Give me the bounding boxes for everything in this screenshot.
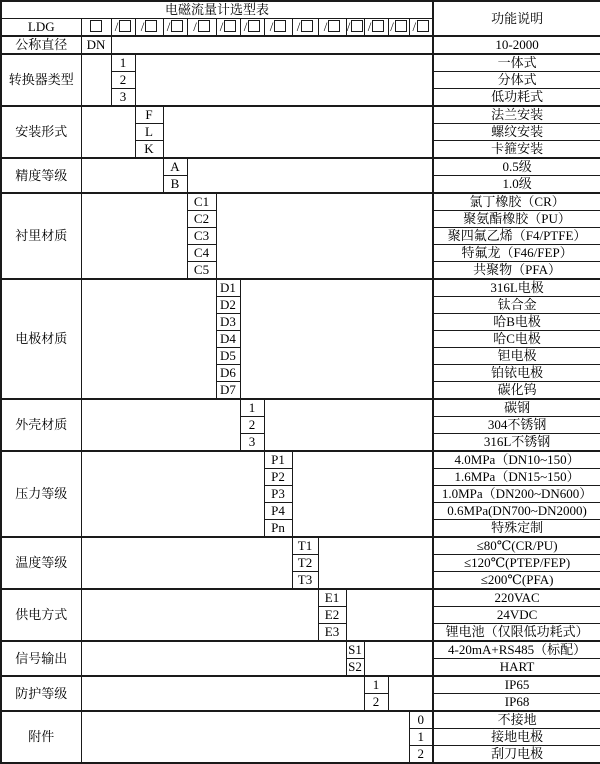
checkbox-placeholder-icon [119, 20, 131, 32]
category-label: 防护等级 [1, 676, 81, 711]
function-cell: IP68 [433, 694, 600, 712]
code-cell: C1 [187, 193, 216, 211]
code-cell: P4 [264, 503, 292, 520]
slash-separator: / [346, 19, 351, 35]
code-cell: D5 [216, 348, 240, 365]
slash-separator: / [114, 19, 119, 35]
model-code-slot [346, 19, 364, 37]
function-cell: 316L不锈钢 [433, 434, 600, 452]
code-cell: L [135, 124, 163, 141]
checkbox-placeholder-icon [328, 20, 340, 32]
category-label: 供电方式 [1, 589, 81, 641]
category-label: 电极材质 [1, 279, 81, 399]
model-code-slot [364, 19, 388, 37]
function-cell: 0.6MPa(DN700~DN2000) [433, 503, 600, 520]
table-row [1, 451, 600, 469]
code-cell: F [135, 106, 163, 124]
model-code-slot [81, 19, 111, 37]
empty-cell [292, 451, 433, 537]
empty-cell [187, 158, 433, 193]
function-cell: 一体式 [433, 54, 600, 72]
function-cell: 哈C电极 [433, 331, 600, 348]
function-column-header: 功能说明 [433, 1, 600, 36]
code-cell: B [163, 176, 187, 194]
code-cell: E3 [318, 624, 346, 642]
checkbox-placeholder-icon [224, 20, 236, 32]
checkbox-placeholder-icon [417, 20, 429, 32]
checkbox-placeholder-icon [301, 20, 313, 32]
model-code-slot [409, 19, 433, 37]
code-cell: C3 [187, 228, 216, 245]
empty-cell [81, 54, 111, 106]
model-code-slot [264, 19, 292, 37]
code-cell: 2 [409, 746, 433, 764]
function-cell: 聚四氟乙烯（F4/PTFE） [433, 228, 600, 245]
slash-separator: / [269, 19, 274, 35]
function-cell: 法兰安装 [433, 106, 600, 124]
code-cell: D4 [216, 331, 240, 348]
checkbox-placeholder-icon [90, 20, 102, 32]
code-cell: S1 [346, 641, 364, 659]
table-row [1, 537, 600, 555]
function-cell: 卡箍安装 [433, 141, 600, 159]
category-label: 精度等级 [1, 158, 81, 193]
function-cell: 接地电极 [433, 729, 600, 746]
function-cell: 1.0MPa（DN200~DN600） [433, 486, 600, 503]
function-cell: IP65 [433, 676, 600, 694]
code-cell: P3 [264, 486, 292, 503]
category-label: 外壳材质 [1, 399, 81, 451]
table-row [1, 589, 600, 607]
code-cell: D7 [216, 382, 240, 400]
slash-separator: / [243, 19, 248, 35]
code-cell: DN [81, 36, 111, 54]
empty-cell [81, 641, 346, 676]
code-cell: C4 [187, 245, 216, 262]
function-cell: 共聚物（PFA） [433, 262, 600, 280]
function-cell: 铂铱电极 [433, 365, 600, 382]
slash-separator: / [166, 19, 171, 35]
function-cell: 锂电池（仅限低功耗式） [433, 624, 600, 642]
code-cell: C5 [187, 262, 216, 280]
function-cell: 220VAC [433, 589, 600, 607]
checkbox-placeholder-icon [274, 20, 286, 32]
code-cell: 1 [364, 676, 388, 694]
slash-separator: / [323, 19, 328, 35]
checkbox-placeholder-icon [351, 20, 363, 32]
table-row [1, 106, 600, 124]
model-code-slot [163, 19, 187, 37]
function-cell: 24VDC [433, 607, 600, 624]
code-cell: C2 [187, 211, 216, 228]
slash-separator: / [193, 19, 197, 35]
code-cell: 1 [111, 54, 135, 72]
code-cell: Pn [264, 520, 292, 538]
empty-cell [81, 399, 240, 451]
function-cell: ≤120℃(PTEP/FEP) [433, 555, 600, 572]
code-cell: P2 [264, 469, 292, 486]
model-code-slot [216, 19, 240, 37]
category-label: 信号输出 [1, 641, 81, 676]
category-label: 附件 [1, 711, 81, 763]
checkbox-placeholder-icon [171, 20, 183, 32]
category-label: 公称直径 [1, 36, 81, 54]
model-code-slot [318, 19, 346, 37]
code-cell: 2 [364, 694, 388, 712]
slash-separator: / [367, 19, 372, 35]
category-label: 压力等级 [1, 451, 81, 537]
function-cell: 分体式 [433, 72, 600, 89]
function-cell: 碳钢 [433, 399, 600, 417]
empty-cell [81, 451, 264, 537]
code-cell: 3 [240, 434, 264, 452]
code-cell: D1 [216, 279, 240, 297]
code-cell: 2 [111, 72, 135, 89]
checkbox-placeholder-icon [395, 20, 407, 32]
table-row [1, 158, 600, 176]
code-cell: P1 [264, 451, 292, 469]
function-cell: 4-20mA+RS485（标配） [433, 641, 600, 659]
empty-cell [264, 399, 433, 451]
empty-cell [81, 589, 318, 641]
checkbox-placeholder-icon [372, 20, 384, 32]
code-cell: T2 [292, 555, 318, 572]
slash-separator: / [390, 19, 394, 35]
function-cell: 316L电极 [433, 279, 600, 297]
code-cell: E2 [318, 607, 346, 624]
category-label: 转换器类型 [1, 54, 81, 106]
model-code-slot [240, 19, 264, 37]
slash-separator: / [140, 19, 145, 35]
empty-cell [111, 36, 433, 54]
code-cell: T3 [292, 572, 318, 590]
empty-cell [81, 279, 216, 399]
table-row [1, 711, 600, 729]
function-cell: 聚氨酯橡胶（PU） [433, 211, 600, 228]
function-cell: 碳化钨 [433, 382, 600, 400]
model-prefix-label: LDG [1, 19, 81, 37]
function-cell: 氯丁橡胶（CR） [433, 193, 600, 211]
empty-cell [364, 641, 433, 676]
function-cell: 刮刀电极 [433, 746, 600, 764]
code-cell: D6 [216, 365, 240, 382]
model-code-slot [388, 19, 409, 37]
table-row [1, 279, 600, 297]
empty-cell [81, 711, 409, 763]
function-cell: 1.6MPa（DN15~150） [433, 469, 600, 486]
empty-cell [81, 537, 292, 589]
slash-separator: / [412, 19, 417, 35]
empty-cell [81, 158, 163, 193]
function-cell: 钛合金 [433, 297, 600, 314]
title-row [1, 1, 600, 19]
empty-cell [318, 537, 433, 589]
table-row [1, 193, 600, 211]
function-cell: 不接地 [433, 711, 600, 729]
slash-separator: / [219, 19, 224, 35]
table-row [1, 36, 600, 54]
model-code-slot [292, 19, 318, 37]
table-row [1, 676, 600, 694]
function-cell: 钽电极 [433, 348, 600, 365]
function-cell: 4.0MPa（DN10~150） [433, 451, 600, 469]
model-code-slot [187, 19, 216, 37]
function-cell: 特氟龙（F46/FEP） [433, 245, 600, 262]
code-cell: S2 [346, 659, 364, 677]
checkbox-placeholder-icon [248, 20, 260, 32]
code-cell: 0 [409, 711, 433, 729]
category-label: 安装形式 [1, 106, 81, 158]
category-label: 温度等级 [1, 537, 81, 589]
empty-cell [135, 54, 433, 106]
checkbox-placeholder-icon [198, 20, 210, 32]
code-cell: A [163, 158, 187, 176]
code-cell: 1 [409, 729, 433, 746]
table-row [1, 641, 600, 659]
empty-cell [388, 676, 433, 711]
function-cell: 哈B电极 [433, 314, 600, 331]
code-cell: T1 [292, 537, 318, 555]
function-cell: 10-2000 [433, 36, 600, 54]
code-cell: 1 [240, 399, 264, 417]
function-cell: ≤200℃(PFA) [433, 572, 600, 590]
checkbox-placeholder-icon [145, 20, 157, 32]
empty-cell [163, 106, 433, 158]
code-cell: 2 [240, 417, 264, 434]
category-label: 衬里材质 [1, 193, 81, 279]
model-code-slot [135, 19, 163, 37]
function-cell: 0.5级 [433, 158, 600, 176]
table-row [1, 399, 600, 417]
function-cell: 低功耗式 [433, 89, 600, 107]
function-cell: HART [433, 659, 600, 677]
empty-cell [216, 193, 433, 279]
function-cell: 1.0级 [433, 176, 600, 194]
code-cell: 3 [111, 89, 135, 107]
empty-cell [346, 589, 433, 641]
function-cell: 特殊定制 [433, 520, 600, 538]
empty-cell [81, 193, 187, 279]
empty-cell [81, 676, 364, 711]
code-cell: K [135, 141, 163, 159]
slash-separator: / [296, 19, 301, 35]
function-cell: 螺纹安装 [433, 124, 600, 141]
function-cell: ≤80℃(CR/PU) [433, 537, 600, 555]
table-row [1, 54, 600, 72]
empty-cell [81, 106, 135, 158]
page-title: 电磁流量计选型表 [1, 1, 433, 19]
code-cell: E1 [318, 589, 346, 607]
code-cell: D2 [216, 297, 240, 314]
function-cell: 304不锈钢 [433, 417, 600, 434]
code-cell: D3 [216, 314, 240, 331]
model-code-slot [111, 19, 135, 37]
empty-cell [240, 279, 433, 399]
